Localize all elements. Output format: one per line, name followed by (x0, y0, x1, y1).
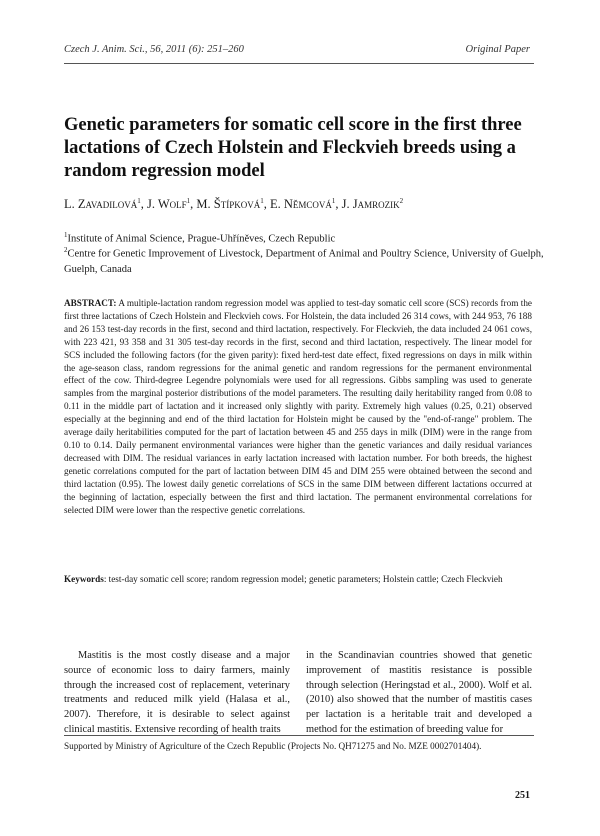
affiliation-text: Centre for Genetic Improvement of Livestock, Department of Animal and Poultry Science, University of Guelph, Guelph, Canada (64, 248, 544, 275)
affiliation-sup: 2 (64, 246, 68, 254)
author: L. Zavadilová (64, 197, 138, 212)
keywords (64, 573, 532, 586)
keywords-text: : test-day somatic cell score; random regression model; genetic parameters; Holstein cattle; Czech Fleckvieh (103, 574, 503, 584)
footnote: Supported by Ministry of Agriculture of the Czech Republic (Projects No. QH71275 and No. MZE 0002701404). (64, 741, 482, 751)
author-sup: 1 (137, 197, 141, 205)
author: E. Němcová (269, 197, 332, 212)
keywords-label: Keywords (64, 574, 104, 584)
affiliation-2 (64, 243, 544, 277)
author: J. Wolf (146, 197, 187, 212)
author-sup: 1 (260, 197, 264, 205)
abstract-label: ABSTRACT: (64, 298, 117, 308)
journal-citation: Czech J. Anim. Sci., 56, 2011 (6): 251–260 (64, 44, 244, 55)
author: J. Jamrozik (341, 197, 400, 212)
author-list: L. Zavadilová$^1$, J. Wolf$^1$, M. Štípková$^1$, E. Němcová$^1$, J. Jamrozik$^2$ (64, 197, 404, 212)
author: M. Štípková (196, 197, 261, 212)
author-sup: 1 (186, 197, 191, 205)
page-number: 251 (515, 790, 530, 801)
affiliation-sup: 1 (64, 231, 68, 239)
abstract-text: A multiple-lactation random regression model was applied to test-day somatic cell score (SCS) records from the first three lactations of Czech Holstein and Fleckvieh cows. For Holstein, the data included 26 314 cows, with 244 953, 76 188 and 26 153 test-day records in the first, second and third lactation, respectively. For Fleckvieh, the data included 24 061 cows, with 223 421, 93 358 and 31 305 test-day records in the first, second and third lactation, respectively. The linear model for SCS included the following factors (for the given parity): fixed herd-test date effect, fixed regressions on days in milk within the age-season class, random regressions for the animal genetic and random regressions for the permanent environmental effect of the cow. Third-degree Legendre polynomials were used for all regressions. Gibbs sampling was used to generate samples from the marginal posterior distributions of the model parameters. The resulting daily heritability ranged from 0.08 to 0.11 in the middle part of lactation and it increased only slightly with parity. Extremely high values (0.25, 0.21) observed especially at the beginning and end of the third lactation for Holstein might be caused by the "end-of-range" problem. The average daily heritabilities computed for the part of lactation between 45 and 255 days in milk (DIM) were in the range from 0.10 to 0.14. Daily permanent environmental variances were higher than the genetic variances and daily residual variances decreased with DIM. The residual variances in early lactation increased with lactation number. For both breeds, the highest genetic correlations computed for the part of lactation between DIM 45 and DIM 255 were obtained between the second and third lactation (0.95). The lowest daily genetic correlations of SCS in the same DIM between different lactations occurred at the beginning of lactation, especially between the first and third lactation. The permanent environmental correlations for selected DIM were lower than the respective genetic correlations. (64, 298, 532, 515)
header-rule (64, 63, 534, 64)
body-column-right: in the Scandinavian countries showed that genetic improvement of mastitis resistance is possible through selection (Heringstad et al., 2000). Wolf et al. (2010) also showed that the number of mastitis cases per lactation is a heritable trait and developed a method for the estimation of breeding value for (306, 650, 532, 735)
paper-title: Genetic parameters for somatic cell score in the first three lactations of Czech Holstein and Fleckvieh breeds using a random regression model (64, 115, 522, 181)
author-sup: 2 (399, 197, 404, 205)
author-sup: 1 (331, 197, 336, 205)
footnote-rule (64, 735, 534, 736)
affiliation-text: Institute of Animal Science, Prague-Uhříněves, Czech Republic (67, 233, 336, 245)
body-column-left: Mastitis is the most costly disease and a major source of economic loss to dairy farmers, mainly through the increased cost of replacement, veterinary treatments and reduced milk yield (Halasa et al., 2007). Therefore, it is desirable to select against clinical mastitis. Extensive recording of health traits (64, 650, 290, 735)
section-label: Original Paper (465, 44, 530, 55)
abstract (64, 297, 532, 516)
